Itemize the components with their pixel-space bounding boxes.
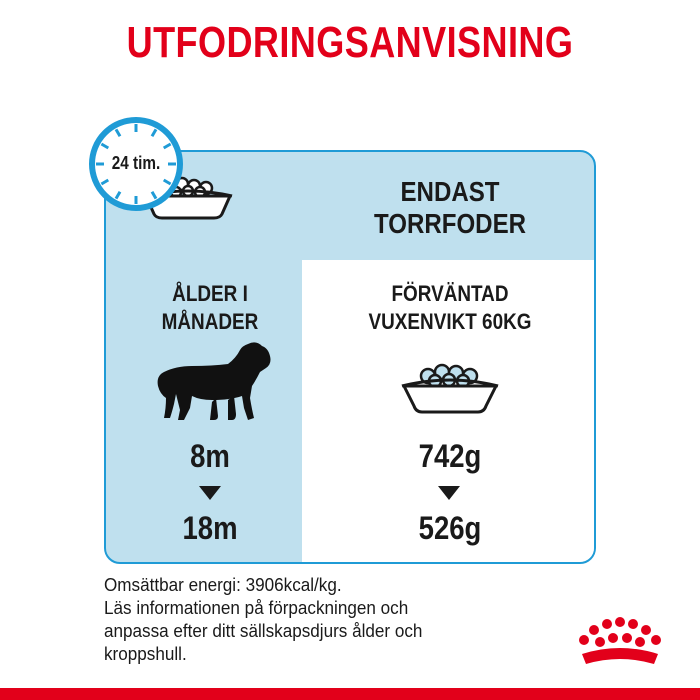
bottom-brand-bar [0,688,700,700]
clock-label: 24 tim. [111,153,161,173]
end-amount-value: 526g [418,510,482,546]
page-title: UTFODRINGSANVISNING [126,18,574,67]
start-age-value: 8m [190,438,230,474]
end-age-value: 18m [182,510,238,546]
clock-icon [88,116,184,212]
food-bowl-icon [398,362,502,414]
dog-silhouette-icon [156,338,272,424]
down-triangle-icon [438,486,460,500]
food-type-heading: ENDAST TORRFODER [373,176,527,239]
royal-canin-crown-logo [574,618,666,674]
start-amount-value: 742g [418,438,482,474]
footer-note: Omsättbar energi: 3906kcal/kg. Läs informationen på förpackningen och anpassa efter ditt sällskapsdjurs ålder och kroppshull. [104,575,423,664]
down-triangle-icon [199,486,221,500]
weight-heading: FÖRVÄNTAD VUXENVIKT 60KG [368,281,532,334]
age-heading: ÅLDER I MÅNADER [161,281,259,334]
